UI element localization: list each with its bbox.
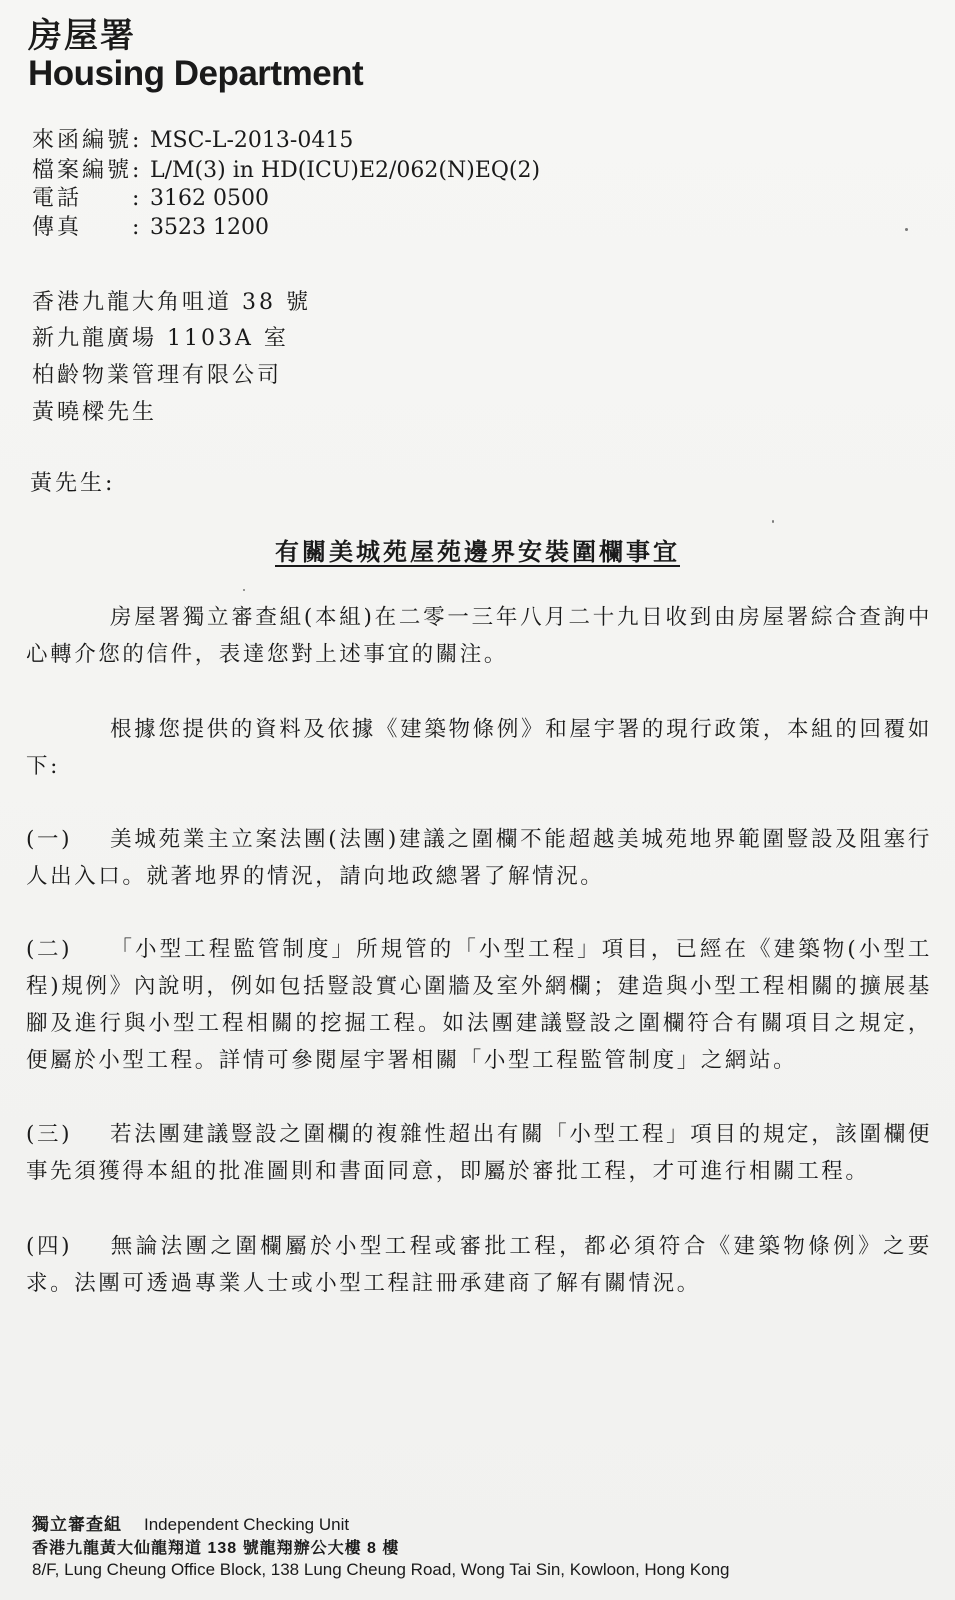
list-item-number: (二) [26, 937, 73, 962]
recipient-address-line: 香港九龍大角咀道 38 號 [32, 290, 311, 315]
reference-row [32, 126, 353, 156]
file-reference-value: L/M(3) in HD(ICU)E2/062(N)EQ(2) [150, 158, 541, 183]
list-item-text: 若法團建議豎設之圍欄的複雜性超出有關「小型工程」項目的規定，該圍欄便事先須獲得本組的批准圖則和書面同意，即屬於審批工程，才可進行相關工程。 [26, 1122, 932, 1184]
fax-value: 3523 1200 [150, 215, 269, 240]
recipient-address-line: 新九龍廣場 1103A 室 [32, 326, 289, 351]
telephone-value: 3162 0500 [150, 186, 269, 211]
list-item-number: (三) [26, 1122, 73, 1147]
list-item-number: (一) [26, 827, 73, 852]
footer-address-english: 8/F, Lung Cheung Office Block, 138 Lung Cheung Road, Wong Tai Sin, Kowloon, Hong Kong [32, 1560, 730, 1579]
footer-address-chinese: 香港九龍黃大仙龍翔道 138 號龍翔辦公大樓 8 樓 [32, 1540, 400, 1557]
body-paragraph: 根據您提供的資料及依據《建築物條例》和屋宇署的現行政策，本組的回覆如下: [26, 717, 932, 779]
list-item [26, 931, 932, 1079]
telephone-label: 電話 : [32, 186, 143, 211]
subject-heading [0, 532, 955, 567]
footer-unit-chinese: 獨立審查組 [32, 1515, 122, 1534]
reference-value: MSC-L-2013-0415 [150, 128, 354, 153]
subject-text: 有關美城苑屋苑邊界安裝圍欄事宜 [275, 537, 680, 566]
footer-unit [32, 1510, 349, 1535]
list-item-text: 「小型工程監管制度」所規管的「小型工程」項目，已經在《建築物(小型工程)規例》內說明，例如包括豎設實心圍牆及室外網欄；建造與小型工程相關的擴展基腳及進行與小型工程相關的挖掘工程。如法團建議豎設之圍欄符合有關項目之規定，便屬於小型工程。詳情可參閱屋宇署相關「小型工程監管制度」之網站。 [26, 937, 932, 1073]
department-name-english: Housing Department [28, 54, 364, 93]
file-reference-label: 檔案編號: [32, 158, 143, 183]
file-reference-row [32, 156, 540, 186]
body-paragraph: 房屋署獨立審查組(本組)在二零一三年八月二十九日收到由房屋署綜合查詢中心轉介您的信件，表達您對上述事宜的關注。 [26, 605, 932, 667]
list-item-number: (四) [26, 1234, 73, 1259]
scan-speck [243, 589, 245, 591]
recipient-name: 黃曉樑先生 [32, 400, 158, 425]
department-name-chinese: 房屋署 [28, 17, 136, 55]
scan-speck [772, 520, 774, 523]
fax-label: 傳真 : [32, 215, 143, 240]
recipient-company: 柏齡物業管理有限公司 [32, 363, 283, 388]
list-item [26, 1228, 932, 1302]
telephone-row [32, 184, 269, 214]
salutation: 黃先生: [30, 471, 116, 496]
list-item [26, 821, 932, 895]
fax-row [32, 213, 269, 243]
list-item [26, 1116, 932, 1190]
reference-label: 來函編號: [32, 128, 143, 153]
footer-unit-english: Independent Checking Unit [144, 1515, 350, 1534]
list-item-text: 美城苑業主立案法團(法團)建議之圍欄不能超越美城苑地界範圍豎設及阻塞行人出入口。就著地界的情況，請向地政總署了解情況。 [26, 827, 932, 889]
scan-speck [905, 228, 908, 231]
list-item-text: 無論法團之圍欄屬於小型工程或審批工程，都必須符合《建築物條例》之要求。法團可透過專業人士或小型工程註冊承建商了解有關情況。 [26, 1234, 932, 1296]
